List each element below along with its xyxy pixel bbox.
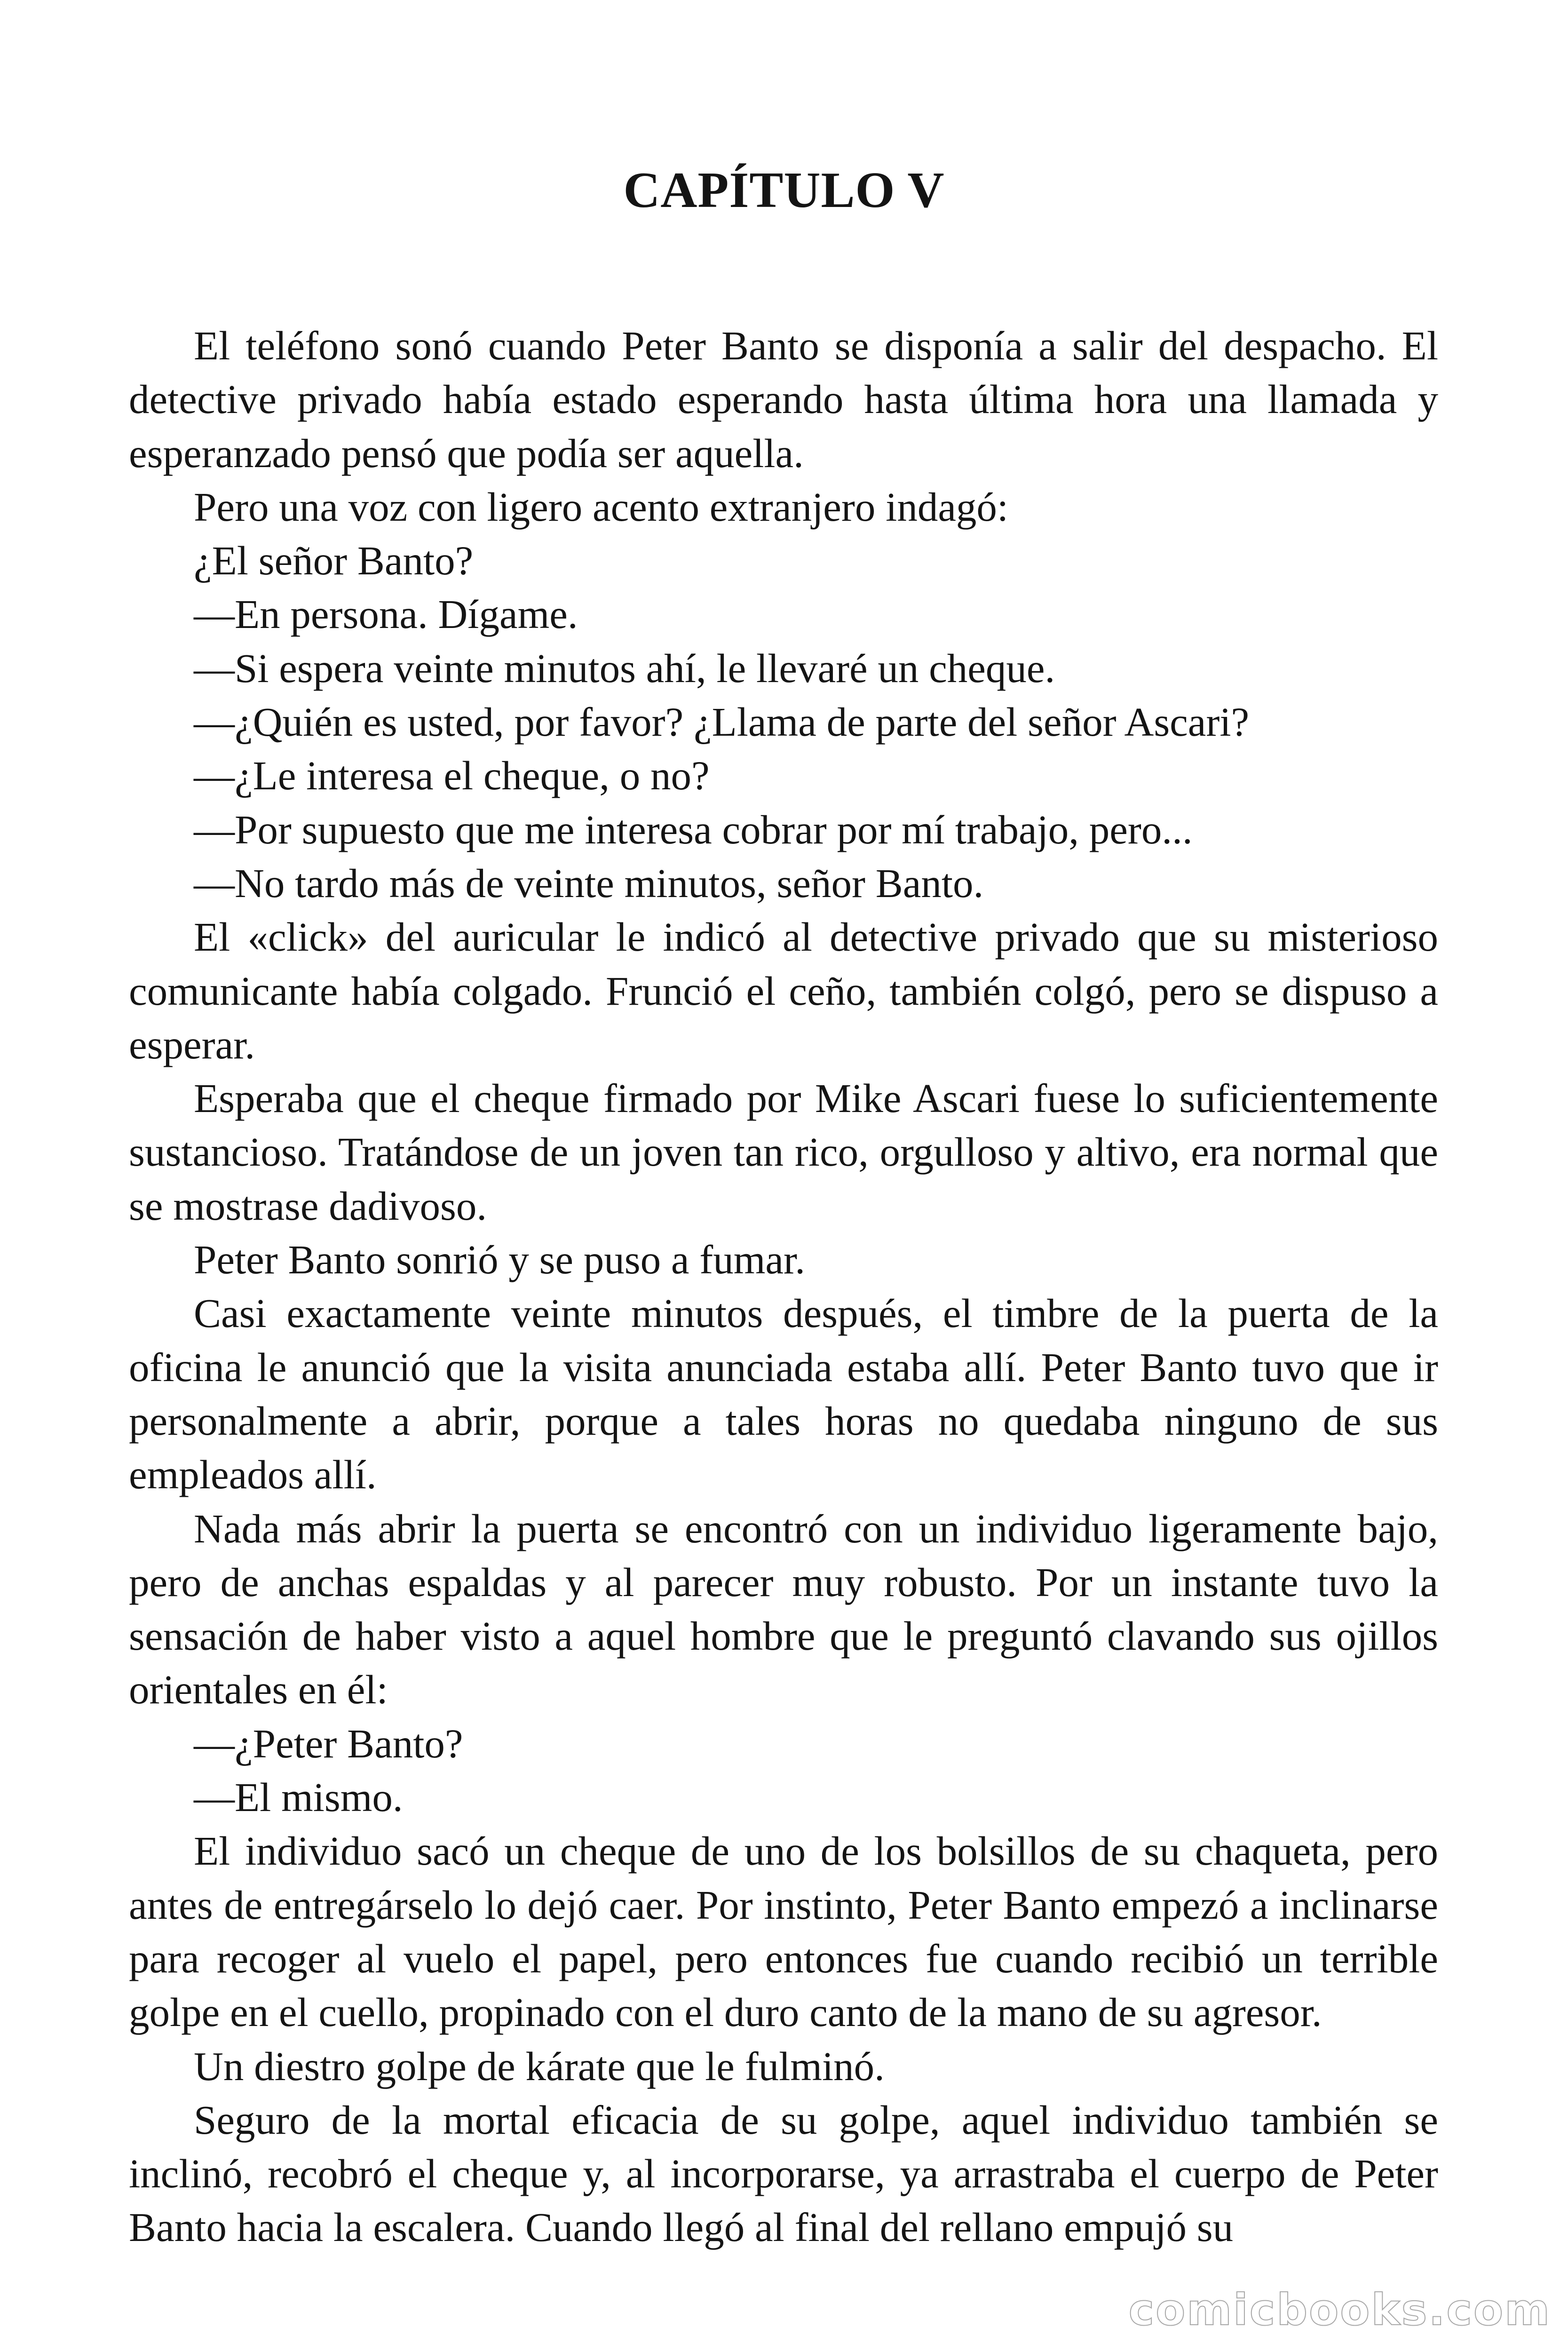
paragraph: Nada más abrir la puerta se encontró con un individuo ligeramente bajo, pero de anchas espaldas y al parecer muy robusto. Por un instante tuvo la sensación de haber visto a aquel hombre que le preguntó clavando sus ojillos orientales en él:	[129, 1505, 1438, 1713]
dialogue-line: —En persona. Dígame.	[194, 591, 578, 637]
paragraph: Un diestro golpe de kárate que le fulminó.	[194, 2043, 885, 2089]
dialogue-line: —No tardo más de veinte minutos, señor Banto.	[194, 860, 984, 906]
dialogue-line: —¿Quién es usted, por favor? ¿Llama de parte del señor Ascari?	[194, 699, 1250, 745]
paragraph: Pero una voz con ligero acento extranjero indagó:	[194, 484, 1009, 530]
paragraph: El individuo sacó un cheque de uno de los bolsillos de su chaqueta, pero antes de entregárselo lo dejó caer. Por instinto, Peter Banto empezó a inclinarse para recoger al vuelo el papel, pero entonces fue cuando recibió un terrible golpe en el cuello, propinado con el duro canto de la mano de su agresor.	[129, 1828, 1438, 2035]
chapter-title: CAPÍTULO V	[623, 162, 945, 218]
chapter-body	[129, 319, 1438, 2255]
dialogue-line: —¿Peter Banto?	[194, 1720, 463, 1766]
paragraph: El «click» del auricular le indicó al detective privado que su misterioso comunicante había colgado. Frunció el ceño, también colgó, pero se dispuso a esperar.	[129, 914, 1438, 1067]
dialogue-line: —Si espera veinte minutos ahí, le llevaré un cheque.	[194, 645, 1055, 691]
paragraph: Seguro de la mortal eficacia de su golpe, aquel individuo también se inclinó, recobró el cheque y, al incorporarse, ya arrastraba el cuerpo de Peter Banto hacia la escalera. Cuando llegó al final del rellano empujó su	[129, 2097, 1438, 2250]
watermark: comicbooks.com	[1128, 2285, 1551, 2335]
paragraph: El teléfono sonó cuando Peter Banto se disponía a salir del despacho. El detective privado había estado esperando hasta última hora una llamada y esperanzado pensó que podía ser aquella.	[129, 323, 1438, 476]
paragraph: Peter Banto sonrió y se puso a fumar.	[194, 1237, 805, 1283]
paragraph: Esperaba que el cheque firmado por Mike Ascari fuese lo suficientemente sustancioso. Tratándose de un joven tan rico, orgulloso y altivo, era normal que se mostrase dadivoso.	[129, 1075, 1438, 1229]
dialogue-line: —¿Le interesa el cheque, o no?	[194, 753, 710, 799]
dialogue-line: —El mismo.	[194, 1774, 403, 1820]
dialogue-line: ¿El señor Banto?	[194, 538, 474, 584]
dialogue-line: —Por supuesto que me interesa cobrar por mí trabajo, pero...	[194, 806, 1193, 852]
paragraph: Casi exactamente veinte minutos después, el timbre de la puerta de la oficina le anunció que la visita anunciada estaba allí. Peter Banto tuvo que ir personalmente a abrir, porque a tales horas no quedaba ninguno de sus empleados allí.	[129, 1290, 1438, 1498]
